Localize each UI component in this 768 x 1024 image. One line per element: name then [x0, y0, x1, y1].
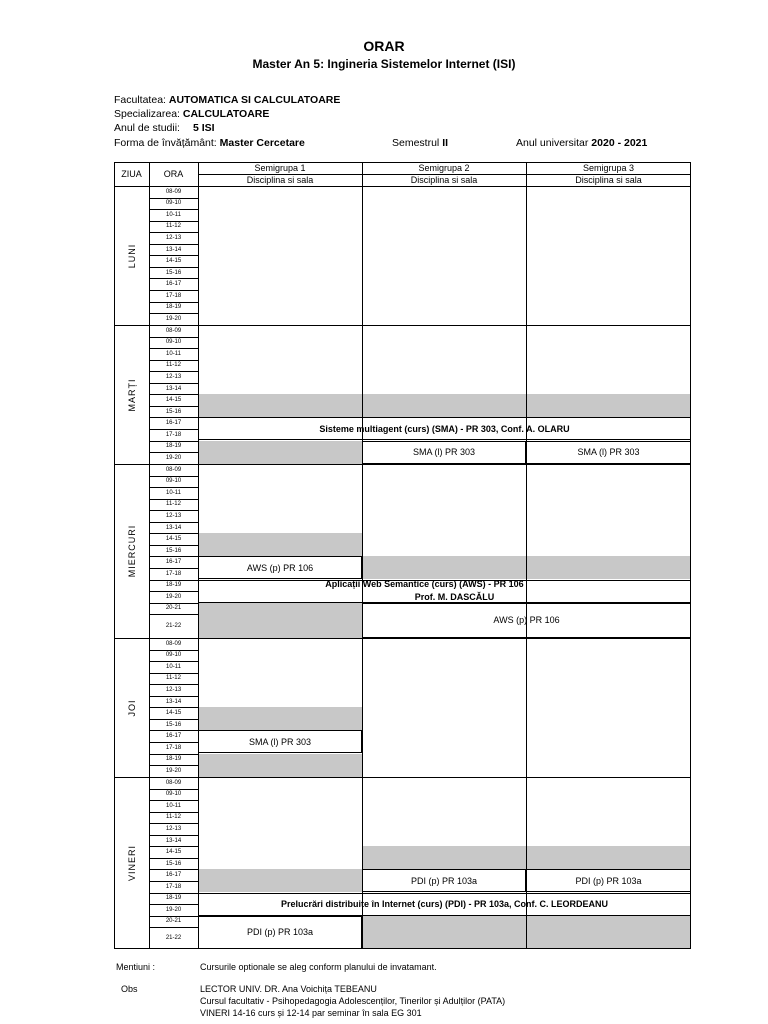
- hour-slot: 15-16: [165, 408, 182, 415]
- hour-slot: 09-10: [165, 200, 182, 207]
- marti-sma-lab-g3: SMA (l) PR 303: [577, 447, 640, 458]
- hour-slot: 17-18: [165, 883, 182, 890]
- specialization-value: CALCULATOARE: [182, 108, 270, 120]
- hour-slot: 16-17: [165, 420, 182, 427]
- study-form-label: Forma de învățământ:: [114, 137, 217, 149]
- day-label: JOI: [126, 698, 137, 717]
- hour-slot: 10-11: [166, 489, 181, 496]
- hour-slot: 15-16: [165, 860, 182, 867]
- hour-slot: 14-15: [165, 849, 182, 856]
- hour-slot: 17-18: [165, 570, 182, 577]
- hour-slot: 10-11: [166, 350, 181, 357]
- hour-slot: 10-11: [166, 211, 181, 218]
- hour-slot: 20-21: [165, 918, 182, 925]
- obs-label: Obs: [121, 984, 138, 994]
- hour-slot: 13-14: [165, 385, 182, 392]
- obs-line-3: VINERI 14-16 curs și 12-14 par seminar în sala EG 301: [200, 1008, 422, 1018]
- hour-slot: 14-15: [165, 710, 182, 717]
- hour-slot: 11-12: [166, 362, 181, 369]
- hour-slot: 19-20: [165, 316, 182, 323]
- mentions-label: Mentiuni :: [116, 962, 156, 972]
- study-year-value: 5 ISI: [193, 122, 215, 134]
- hour-slot: 08-09: [165, 640, 182, 647]
- day-label: LUNI: [126, 243, 137, 268]
- academic-year-label: Anul universitar: [516, 137, 589, 149]
- header-subject-room: Disciplina si sala: [575, 175, 642, 185]
- marti-sma-course: Sisteme multiagent (curs) (SMA) - PR 303, Conf. A. OLARU: [319, 423, 570, 434]
- academic-year-value: 2020 - 2021: [591, 137, 648, 149]
- hour-slot: 14-15: [165, 258, 182, 265]
- hour-slot: 12-13: [165, 373, 182, 380]
- hour-slot: 09-10: [165, 652, 182, 659]
- hour-slot: 12-13: [165, 825, 182, 832]
- marti-sma-lab-g2: SMA (l) PR 303: [412, 447, 476, 458]
- hour-slot: 11-12: [166, 501, 181, 508]
- faculty-label: Facultatea:: [114, 94, 166, 106]
- miercuri-aws-course-title: Aplicații Web Semantice (curs) (AWS) - PR 106: [325, 579, 524, 590]
- faculty-value: AUTOMATICA SI CALCULATOARE: [168, 94, 341, 106]
- vineri-pdi-seminar-g2: PDI (p) PR 103a: [410, 875, 478, 886]
- header-semigroup-3: Semigrupa 3: [582, 163, 635, 173]
- semester-label: Semestrul: [392, 137, 440, 149]
- semester-value: II: [442, 137, 449, 149]
- day-separator: [114, 325, 691, 326]
- specialization-label: Specializarea:: [114, 108, 180, 120]
- hour-slot: 12-13: [165, 234, 182, 241]
- day-separator: [114, 638, 691, 639]
- hour-slot: 15-16: [165, 269, 182, 276]
- header-bottom-line: [114, 186, 691, 187]
- hour-slot: 17-18: [165, 431, 182, 438]
- hour-slot: 14-15: [165, 397, 182, 404]
- hour-slot: 19-20: [165, 906, 182, 913]
- day-label: MARȚI: [126, 378, 137, 411]
- hour-slot: 18-19: [165, 756, 182, 763]
- hour-slot: 13-14: [165, 524, 182, 531]
- day-separator: [114, 777, 691, 778]
- hour-slot: 14-15: [165, 536, 182, 543]
- hour-slot: 12-13: [165, 686, 182, 693]
- hour-slot: 18-19: [165, 582, 182, 589]
- day-label: VINERI: [126, 844, 137, 882]
- hour-slot: 11-12: [166, 675, 181, 682]
- day-separator: [114, 464, 691, 465]
- hour-slot: 08-09: [165, 466, 182, 473]
- hour-slot: 09-10: [165, 478, 182, 485]
- hour-slot: 19-20: [165, 768, 182, 775]
- obs-line-1: LECTOR UNIV. DR. Ana Voichița TEBEANU: [200, 984, 377, 994]
- header-ziua: ZIUA: [121, 169, 142, 179]
- hour-slot: 11-12: [166, 814, 181, 821]
- study-year-label: Anul de studii:: [114, 122, 180, 134]
- miercuri-aws-course-professor: Prof. M. DASCĂLU: [414, 592, 495, 603]
- hour-slot: 13-14: [165, 698, 182, 705]
- hour-slot: 17-18: [165, 744, 182, 751]
- col-line-g1: [362, 162, 363, 949]
- hour-slot: 18-19: [165, 304, 182, 311]
- miercuri-aws-seminar-g1: AWS (p) PR 106: [246, 562, 314, 573]
- header-subject-room: Disciplina si sala: [246, 175, 314, 185]
- hour-slot: 08-09: [165, 188, 182, 195]
- hour-slot: 10-11: [166, 802, 181, 809]
- day-label: MIERCURI: [126, 524, 137, 578]
- page-subtitle: Master An 5: Ingineria Sistemelor Internet (ISI): [252, 57, 516, 71]
- obs-line-2: Cursul facultativ - Psihopedagogia Adolescenților, Tinerilor și Adulților (PATA): [200, 996, 506, 1006]
- hour-slot: 16-17: [165, 872, 182, 879]
- hour-slot: 21-22: [165, 623, 182, 630]
- hour-slot: 11-12: [166, 223, 181, 230]
- vineri-pdi-seminar-g1: PDI (p) PR 103a: [246, 927, 314, 938]
- hour-slot: 13-14: [165, 246, 182, 253]
- hour-slot: 15-16: [165, 547, 182, 554]
- hour-slot: 10-11: [166, 663, 181, 670]
- vineri-pdi-seminar-g3: PDI (p) PR 103a: [575, 875, 642, 886]
- hour-slot: 09-10: [165, 339, 182, 346]
- hour-slot: 18-19: [165, 895, 182, 902]
- hour-slot: 15-16: [165, 721, 182, 728]
- hour-slot: 19-20: [165, 455, 182, 462]
- header-ora: ORA: [163, 169, 184, 179]
- hour-slot: 12-13: [165, 512, 182, 519]
- col-line-g2: [526, 162, 527, 949]
- joi-sma-lab-g1: SMA (l) PR 303: [248, 736, 312, 747]
- hour-slot: 17-18: [165, 292, 182, 299]
- hour-slot: 09-10: [165, 791, 182, 798]
- miercuri-aws-seminar-g23: AWS (p) PR 106: [493, 615, 560, 626]
- miercuri-aws-course: [198, 580, 691, 603]
- hour-slot: 16-17: [165, 559, 182, 566]
- study-form-value: Master Cercetare: [219, 137, 305, 149]
- mentions-text: Cursurile optionale se aleg conform planului de invatamant.: [200, 962, 437, 972]
- vineri-pdi-course: Prelucrări distribuite în Internet (curs) (PDI) - PR 103a, Conf. C. LEORDEANU: [280, 899, 609, 910]
- hour-slot: 16-17: [165, 281, 182, 288]
- hour-slot: 08-09: [165, 779, 182, 786]
- hour-slot: 16-17: [165, 733, 182, 740]
- hour-slot: 18-19: [165, 443, 182, 450]
- hour-slot: 19-20: [165, 593, 182, 600]
- header-subject-room: Disciplina si sala: [410, 175, 478, 185]
- header-semigroup-1: Semigrupa 1: [254, 163, 306, 173]
- hour-slot: 08-09: [165, 327, 182, 334]
- hour-slot: 13-14: [165, 837, 182, 844]
- hour-slot: 20-21: [165, 605, 182, 612]
- hour-slot: 21-22: [165, 935, 182, 942]
- header-semigroup-2: Semigrupa 2: [418, 163, 470, 173]
- page-title: ORAR: [363, 38, 405, 54]
